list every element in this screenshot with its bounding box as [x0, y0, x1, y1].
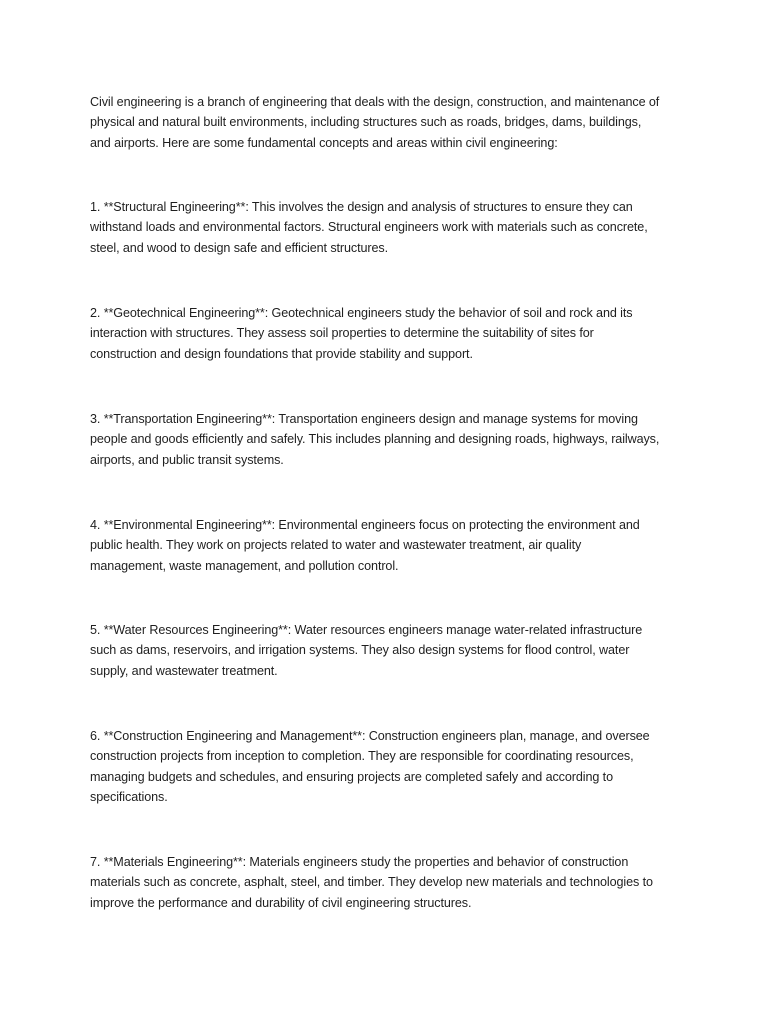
text-line: construction projects from inception to completion. They are responsible for coordinating resources,: [90, 749, 634, 764]
intro-paragraph: [90, 92, 690, 153]
text-line: Civil engineering is a branch of engineering that deals with the design, construction, and maintenance of: [90, 95, 660, 109]
text-line: people and goods efficiently and safely. This includes planning and designing roads, highways, railways,: [90, 432, 660, 447]
text-line: 5. **Water Resources Engineering**: Water resources engineers manage water-related infrastructure: [90, 623, 643, 637]
list-item-structural: [90, 197, 690, 258]
text-line: withstand loads and environmental factors. Structural engineers work with materials such as concrete,: [90, 220, 648, 235]
text-line: 6. **Construction Engineering and Management**: Construction engineers plan, manage, and oversee: [90, 729, 650, 743]
text-line: construction and design foundations that provide stability and support.: [90, 346, 473, 361]
text-line: specifications.: [90, 789, 168, 804]
list-item-transportation: [90, 409, 690, 470]
list-item-environmental: [90, 515, 690, 576]
text-line: 1. **Structural Engineering**: This involves the design and analysis of structures to ensure they can: [90, 200, 633, 214]
text-line: materials such as concrete, asphalt, steel, and timber. They develop new materials and technologies to: [90, 875, 653, 890]
list-item-construction: [90, 726, 690, 807]
text-line: interaction with structures. They assess soil properties to determine the suitability of sites for: [90, 326, 594, 341]
text-line: management, waste management, and pollution control.: [90, 558, 399, 573]
list-item-water-resources: [90, 620, 690, 681]
text-line: 2. **Geotechnical Engineering**: Geotechnical engineers study the behavior of soil and rock and its: [90, 306, 633, 320]
text-line: physical and natural built environments, including structures such as roads, bridges, dams, buildings,: [90, 115, 642, 130]
text-line: 7. **Materials Engineering**: Materials engineers study the properties and behavior of construction: [90, 855, 629, 869]
text-line: 3. **Transportation Engineering**: Transportation engineers design and manage systems for moving: [90, 412, 638, 426]
text-line: improve the performance and durability of civil engineering structures.: [90, 895, 472, 910]
text-line: supply, and wastewater treatment.: [90, 663, 278, 678]
text-line: public health. They work on projects related to water and wastewater treatment, air quality: [90, 538, 582, 553]
text-line: 4. **Environmental Engineering**: Environmental engineers focus on protecting the environment and: [90, 518, 640, 532]
text-line: managing budgets and schedules, and ensuring projects are completed safely and according to: [90, 769, 613, 784]
text-line: steel, and wood to design safe and efficient structures.: [90, 240, 389, 255]
list-item-materials: [90, 852, 690, 913]
text-line: and airports. Here are some fundamental concepts and areas within civil engineering:: [90, 135, 558, 150]
list-item-geotechnical: [90, 303, 690, 364]
text-line: such as dams, reservoirs, and irrigation systems. They also design systems for flood control, water: [90, 643, 630, 658]
text-line: airports, and public transit systems.: [90, 452, 284, 467]
